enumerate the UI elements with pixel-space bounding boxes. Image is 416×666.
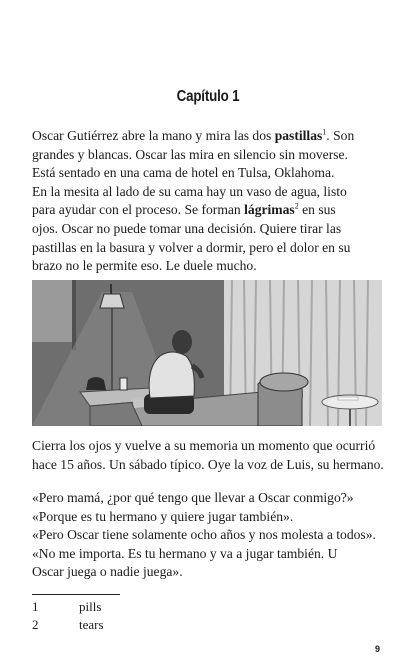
text-line: hace 15 años. Un sábado típico. Oye la voz de Luis, su hermano. — [32, 456, 384, 472]
window-frame — [72, 280, 76, 350]
footnote-number: 1 — [32, 599, 39, 614]
text-line: brazo no le permite eso. Le duele mucho. — [32, 258, 257, 274]
page-number: 9 — [374, 644, 380, 654]
footnote-ref-1: 1 — [322, 127, 327, 137]
footnote-text: pills — [79, 599, 102, 614]
text-line: grandes y blancas. Oscar las mira en silencio sin moverse. — [32, 146, 348, 162]
text-line: En la mesita al lado de su cama hay un vaso de agua, listo — [32, 183, 347, 199]
text-line: Está sentado en una cama de hotel en Tulsa, Oklahoma. — [32, 165, 335, 181]
dialogue-line: Oscar juega o nadie juega». — [32, 564, 183, 580]
vocab-word-pastillas: pastillas — [274, 128, 323, 143]
text-run: . Son — [326, 128, 355, 143]
dialogue-line: «Porque es tu hermano y quiere jugar también». — [32, 508, 294, 524]
vocab-word-lagrimas: lágrimas — [244, 202, 295, 218]
text-run: en sus — [298, 202, 336, 218]
paper-icon — [338, 397, 358, 400]
lamp-icon — [100, 294, 124, 308]
hotel-room-illustration — [32, 280, 382, 426]
text-line — [32, 201, 384, 220]
paragraph-1 — [32, 127, 384, 276]
footnote-number: 2 — [32, 617, 39, 632]
dialogue-line: «No me importa. Es tu hermano y va a jugar también. U — [32, 545, 338, 561]
paragraph-2 — [32, 437, 384, 474]
dialogue — [32, 489, 384, 582]
footnotes — [32, 598, 104, 634]
footnote-item — [32, 616, 104, 634]
man-head — [172, 330, 192, 354]
dialogue-line: «Pero Oscar tiene solamente ocho años y nos molesta a todos». — [32, 527, 376, 543]
illustration-svg — [32, 280, 382, 426]
lamp-stem — [110, 284, 112, 294]
chapter-title: Capítulo 1 — [176, 88, 240, 105]
text-run: Oscar Gutiérrez abre la mano y mira las dos — [32, 128, 275, 143]
text-line — [32, 127, 384, 146]
footnote-divider — [32, 594, 120, 595]
text-run: para ayudar con el proceso. Se forman — [32, 202, 245, 218]
dialogue-line: «Pero mamá, ¿por qué tengo que llevar a Oscar conmigo?» — [32, 490, 354, 505]
window — [32, 280, 72, 342]
text-line: ojos. Oscar no puede tomar una decisión. Quiere tirar las — [32, 220, 342, 236]
footnote-ref-2: 2 — [294, 201, 299, 211]
footnote-text: tears — [79, 617, 104, 632]
footnote-item — [32, 598, 104, 616]
glass-icon — [120, 378, 127, 390]
armchair-back — [260, 373, 308, 391]
text-line: Cierra los ojos y vuelve a su memoria un momento que ocurrió — [32, 438, 376, 453]
text-line: pastillas en la basura y volver a dormir, pero el dolor en su — [32, 239, 351, 255]
